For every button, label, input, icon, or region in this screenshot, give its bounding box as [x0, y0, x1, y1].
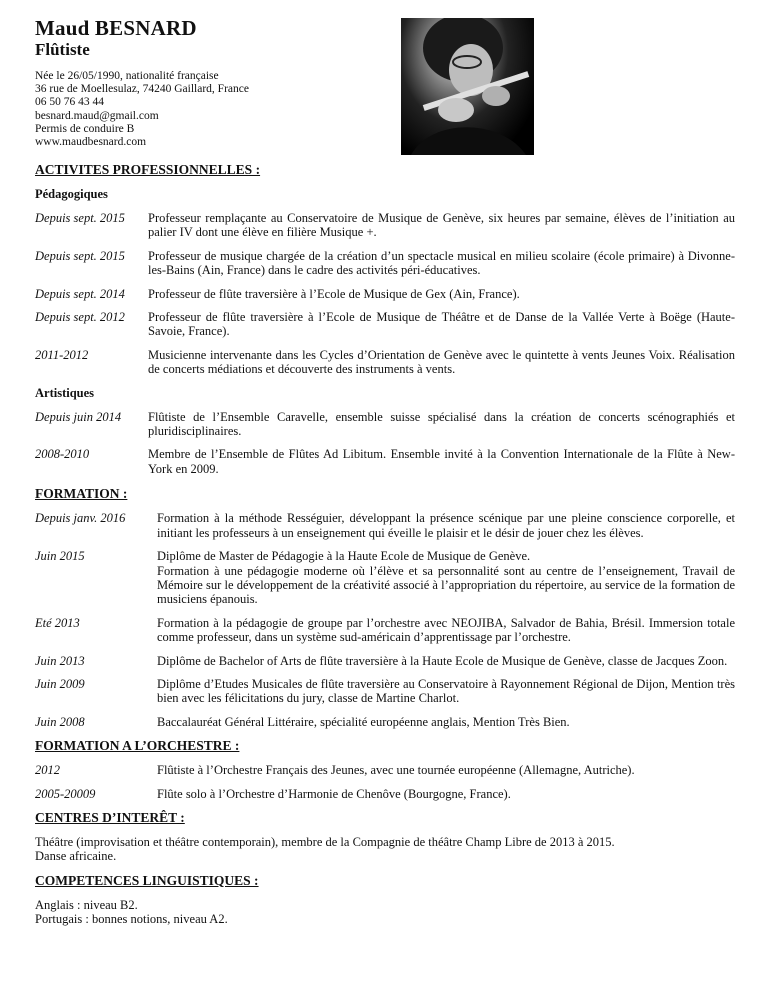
- list-item: [35, 447, 735, 476]
- list-item: [35, 616, 735, 645]
- languages-text: [35, 898, 735, 927]
- language-line: Portugais : bonnes notions, niveau A2.: [35, 912, 228, 927]
- interest-line: Théâtre (improvisation et théâtre contemporain), membre de la Compagnie de théâtre Champ Libre de 2013 à 2015.: [35, 834, 615, 849]
- item-date: 2012: [35, 763, 60, 778]
- item-text: Diplôme d’Etudes Musicales de flûte traversière au Conservatoire à Rayonnement Régional de Dijon, Mention très bien avec les félicitations du jury, classe de Martine Charlot.: [157, 676, 735, 706]
- section-orchestra: [35, 738, 735, 801]
- list-item: [35, 287, 735, 301]
- item-text: Musicienne intervenante dans les Cycles d’Orientation de Genève avec le quintette à vents Jeunes Voix. Réalisation de concerts médiations et découverte des instruments à vents.: [148, 347, 735, 377]
- item-text: Professeur de flûte traversière à l’Ecole de Musique de Théâtre et de Danse de la Vallée Verte à Boëge (Haute-Savoie, France).: [148, 310, 735, 339]
- list-item: [35, 511, 735, 540]
- interest-line: Danse africaine.: [35, 849, 117, 864]
- subsection-pedagogical: Pédagogiques: [35, 187, 108, 201]
- header: [35, 16, 735, 158]
- item-date: Depuis juin 2014: [35, 409, 122, 424]
- section-languages: [35, 873, 735, 927]
- list-item: [35, 549, 735, 607]
- section-title-orchestra: FORMATION A L’ORCHESTRE :: [35, 738, 240, 754]
- item-date: 2008-2010: [35, 447, 90, 462]
- item-date: Depuis sept. 2015: [35, 248, 125, 263]
- item-date: 2011-2012: [35, 347, 89, 362]
- website: www.maudbesnard.com: [35, 136, 147, 149]
- item-text: Professeur de flûte traversière à l’Ecole de Musique de Gex (Ain, France).: [148, 286, 520, 301]
- section-education: [35, 486, 735, 729]
- item-text: Baccalauréat Général Littéraire, spécialité européenne anglais, Mention Très Bien.: [157, 714, 570, 729]
- item-date: Depuis janv. 2016: [35, 511, 126, 526]
- item-text: Flûtiste de l’Ensemble Caravelle, ensemble suisse spécialisé dans la création de concerts scénographiés et pluridisciplinaires.: [148, 409, 735, 439]
- section-title-professional: ACTIVITES PROFESSIONNELLES :: [35, 162, 261, 177]
- list-item: [35, 654, 735, 668]
- list-item: [35, 348, 735, 377]
- item-text: Diplôme de Bachelor of Arts de flûte traversière à la Haute Ecole de Musique de Genève, classe de Jacques Zoon.: [157, 653, 728, 668]
- subsection-artistic: Artistiques: [35, 385, 95, 400]
- item-date: Depuis sept. 2014: [35, 286, 125, 301]
- item-text: Professeur de musique chargée de la création d’un spectacle musical en milieu scolaire (école primaire) à Divonne-les-Bains (Ain, France) dans le cadre des activités péri-éducatives.: [148, 248, 735, 278]
- interests-text: [35, 835, 735, 864]
- item-text: Formation à la méthode Rességuier, développant la présence scénique par une pleine conscience corporelle, et initiant les professeurs à un enseignement qui éveille le plaisir et le désir de jouer chez les élèves.: [157, 511, 735, 540]
- section-interests: [35, 810, 735, 864]
- item-text: Flûte solo à l’Orchestre d’Harmonie de Chenôve (Bourgogne, France).: [157, 786, 511, 801]
- list-item: [35, 715, 735, 729]
- portrait-photo: [401, 18, 534, 155]
- driving-license: Permis de conduire B: [35, 122, 135, 135]
- item-date: Juin 2008: [35, 714, 85, 729]
- item-text: Flûtiste à l’Orchestre Français des Jeunes, avec une tournée européenne (Allemagne, Autriche).: [157, 763, 635, 778]
- list-item: [35, 211, 735, 240]
- section-title-education: FORMATION :: [35, 486, 128, 502]
- item-date: 2005-20009: [35, 786, 96, 801]
- section-title-languages: COMPETENCES LINGUISTIQUES :: [35, 872, 259, 888]
- list-item: [35, 310, 735, 339]
- phone: 06 50 76 43 44: [35, 96, 104, 109]
- item-date: Juin 2015: [35, 549, 85, 564]
- birth-info: Née le 26/05/1990, nationalité française: [35, 70, 219, 82]
- address: 36 rue de Moellesulaz, 74240 Gaillard, France: [35, 83, 249, 96]
- item-text: Diplôme de Master de Pédagogie à la Haute Ecole de Musique de Genève. Formation à une pédagogie moderne où l’élève et sa personnalité sont au centre de l’enseignement, Travail de Mémoire sur le développement de la créativité associé à l’appropriation du répertoire, au service de la formation de musiciens épanouis.: [157, 549, 735, 607]
- cv-page: [35, 16, 735, 927]
- section-title-interests: CENTRES D’INTERÊT :: [35, 809, 185, 825]
- item-date: Eté 2013: [35, 615, 80, 630]
- section-professional: [35, 162, 735, 476]
- item-text: Membre de l’Ensemble de Flûtes Ad Libitum. Ensemble invité à la Convention Internationale de la Flûte à New-York en 2009.: [148, 447, 735, 476]
- email: besnard.maud@gmail.com: [35, 109, 159, 122]
- list-item: [35, 677, 735, 706]
- item-date: Depuis sept. 2015: [35, 211, 125, 225]
- item-date: Juin 2009: [35, 676, 85, 691]
- person-name: Maud BESNARD: [35, 16, 197, 40]
- item-text: Professeur remplaçante au Conservatoire de Musique de Genève, six heures par semaine, élèves de l’initiation au palier IV dont une élève en filière Musique +.: [148, 211, 735, 240]
- list-item: [35, 787, 735, 801]
- list-item: [35, 410, 735, 439]
- contact-block: [35, 70, 735, 149]
- language-line: Anglais : niveau B2.: [35, 897, 138, 912]
- item-date: Juin 2013: [35, 653, 85, 668]
- item-date: Depuis sept. 2012: [35, 310, 125, 325]
- item-text: Formation à la pédagogie de groupe par l’orchestre avec NEOJIBA, Salvador de Bahia, Brésil. Immersion totale comme professeur, dans un système sud-américain d’apprentissage par l’orchestre.: [157, 615, 735, 645]
- list-item: [35, 763, 735, 777]
- person-role: Flûtiste: [35, 40, 90, 59]
- list-item: [35, 249, 735, 278]
